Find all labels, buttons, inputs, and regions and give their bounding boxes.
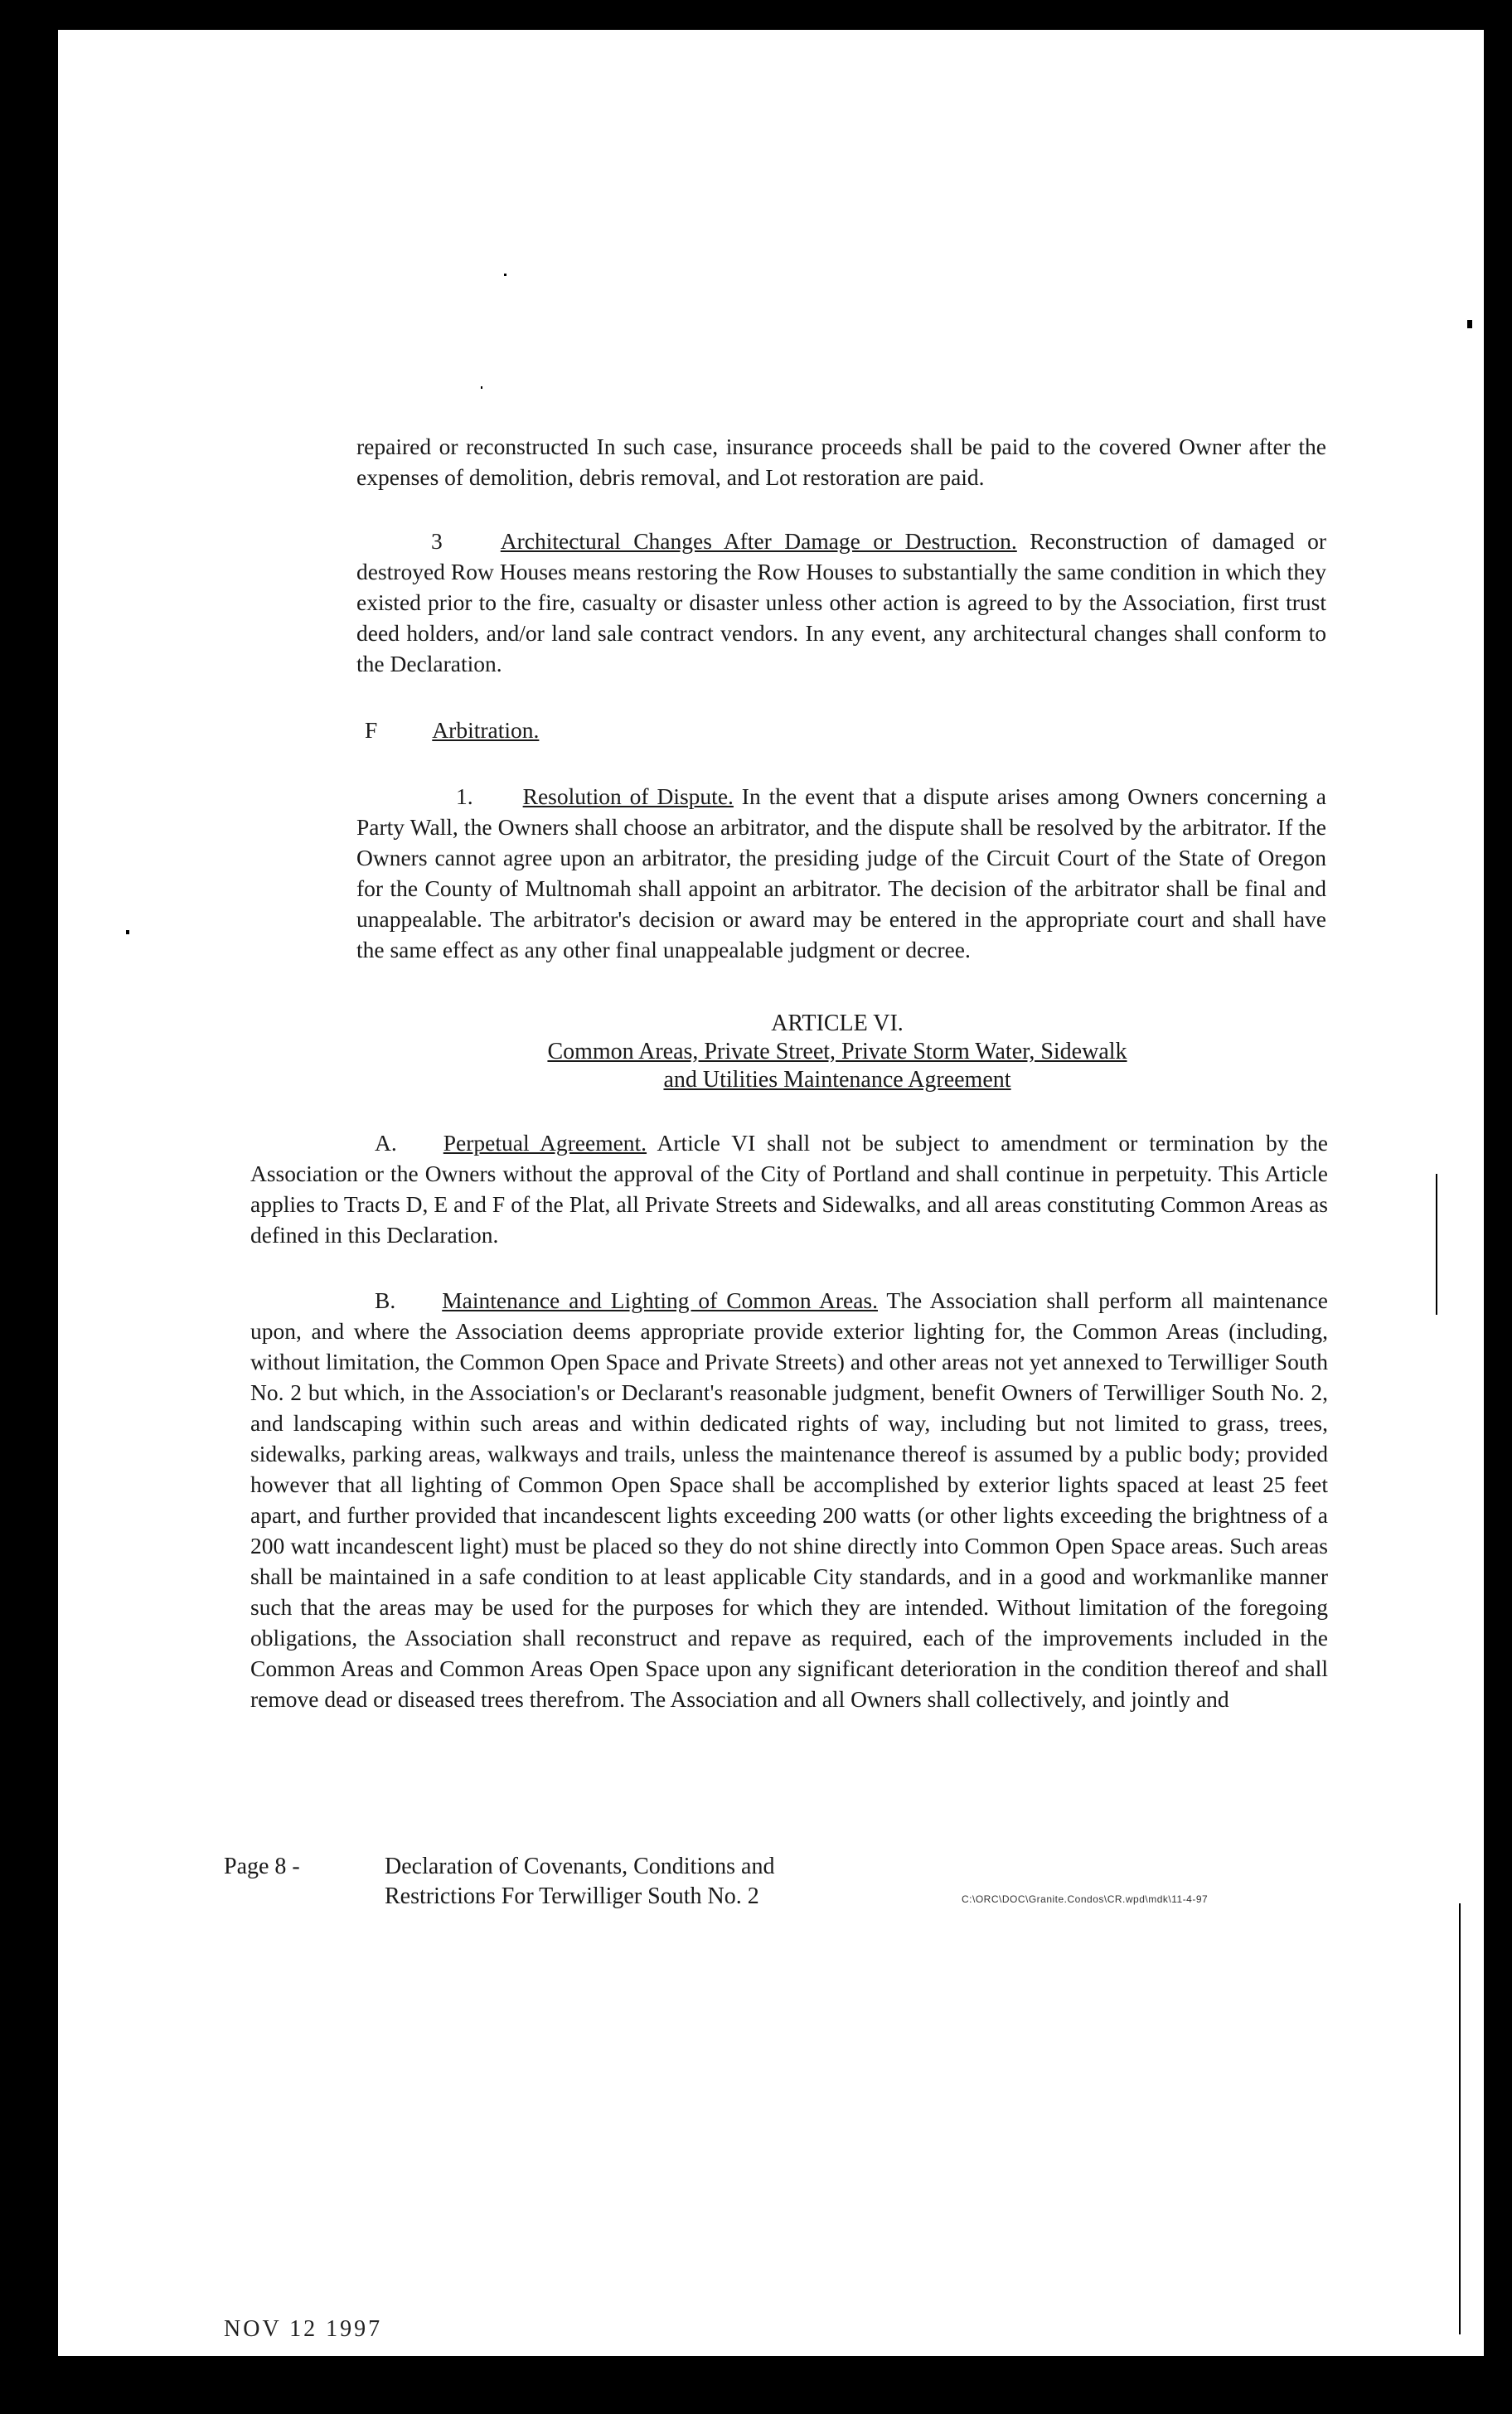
section-a-heading: Perpetual Agreement. — [443, 1130, 647, 1156]
section-f-heading — [365, 715, 862, 745]
scan-speck — [481, 386, 482, 389]
paragraph-3 — [356, 526, 1326, 679]
scan-speck — [1467, 320, 1472, 328]
article-title-line-2: and Utilities Maintenance Agreement — [663, 1067, 1011, 1093]
scan-border-top — [0, 0, 1512, 30]
section-f-title: Arbitration. — [432, 717, 540, 743]
item-3-heading: Architectural Changes After Damage or Destruction. — [500, 528, 1017, 554]
section-b-letter: B. — [375, 1287, 396, 1313]
item-3-text: Reconstruction of damaged or destroyed Row Houses means restoring the Row Houses to substantially the same condition in which they existed prior to the fire, casualty or disaster unless other action is agreed to by the Association, first trust deed holders, and/or land sale contract vendors. In any event, any architectural changes shall conform to the Declaration. — [356, 528, 1326, 676]
scan-border-bottom — [0, 2356, 1512, 2414]
footer-title-line-1: Declaration of Covenants, Conditions and — [385, 1854, 775, 1879]
item-1-text: In the event that a dispute arises among Owners concerning a Party Wall, the Owners shall choose an arbitrator, and the dispute shall be resolved by the arbitrator. If the Owners cannot agree upon an arbitrator, the presiding judge of the Circuit Court of the State of Oregon for the County of Multnomah shall appoint an arbitrator. The decision of the arbitrator shall be final and unappealable. The arbitrator's decision or award may be entered in the appropriate court and shall have the same effect as any other final unappealable judgment or decree. — [356, 783, 1326, 962]
section-b-text: The Association shall perform all maintenance upon, and where the Association deems appropriate provide exterior lighting for, the Common Areas (including, without limitation, the Common Open Space and Private Streets) and other areas not yet annexed to Terwilliger South No. 2 but which, in the Association's or Declarant's reasonable judgment, benefit Owners of Terwilliger South No. 2, and landscaping within such areas and within dedicated rights of way, including but not limited to grass, trees, sidewalks, parking areas, walkways and trails, unless the maintenance thereof is assumed by a public body; provided however that all lighting of Common Open Space shall be accomplished by exterior lights spaced at least 25 feet apart, and further provided that incandescent lights exceeding 200 watts (or other lights exceeding the brightness of a 200 watt incandescent light) must be placed so they do not shine directly into Common Open Space areas. Such areas shall be maintained in a safe condition to at least applicable City standards, and in a good and workmanlike manner such that the areas may be used for the purposes for which they are intended. Without limitation of the foregoing obligations, the Association shall reconstruct and repave as required, each of the improvements included in the Common Areas and Common Areas Open Space upon any significant deterioration in the condition thereof and shall remove dead or diseased trees therefrom. The Association and all Owners shall collectively, and jointly and — [250, 1287, 1329, 1712]
article-heading — [439, 1010, 1235, 1094]
section-a-paragraph — [250, 1127, 1328, 1250]
received-date-stamp: NOV 12 1997 — [224, 2316, 383, 2342]
scan-speck — [504, 274, 506, 276]
section-f-letter: F — [365, 717, 378, 743]
section-b-heading: Maintenance and Lighting of Common Areas. — [442, 1287, 878, 1313]
scan-line — [1436, 1174, 1437, 1315]
continuation-text: repaired or reconstructed In such case, insurance proceeds shall be paid to the covered Owner after the expenses of demolition, debris removal, and Lot restoration are paid. — [356, 434, 1326, 490]
section-a-letter: A. — [375, 1130, 397, 1156]
section-b-paragraph — [250, 1285, 1328, 1714]
document-page — [58, 30, 1484, 2356]
article-title-line-1: Common Areas, Private Street, Private Storm Water, Sidewalk — [547, 1039, 1127, 1064]
item-1-heading: Resolution of Dispute. — [522, 783, 734, 809]
scan-border-right — [1484, 0, 1512, 2414]
scan-line — [1459, 1903, 1461, 2334]
article-number: ARTICLE VI. — [771, 1011, 904, 1036]
scan-border-left — [0, 0, 58, 2414]
paragraph-1 — [356, 781, 1326, 965]
footer-document-title — [385, 1852, 774, 1912]
page-label: Page 8 - — [224, 1854, 300, 1879]
scan-speck — [126, 930, 129, 934]
item-1-number: 1. — [456, 783, 473, 809]
footer-file-path: C:\ORC\DOC\Granite.Condos\CR.wpd\mdk\11-4-97 — [962, 1893, 1209, 1905]
footer-title-line-2: Restrictions For Terwilliger South No. 2 — [385, 1883, 759, 1909]
section-a-text: Article VI shall not be subject to amendment or termination by the Association or the Owners without the approval of the City of Portland and shall continue in perpetuity. This Article applies to Tracts D, E and F of the Plat, all Private Streets and Sidewalks, and all areas constituting Common Areas as defined in this Declaration. — [250, 1130, 1328, 1248]
item-3-number: 3 — [431, 528, 443, 554]
continuation-paragraph — [356, 431, 1326, 492]
